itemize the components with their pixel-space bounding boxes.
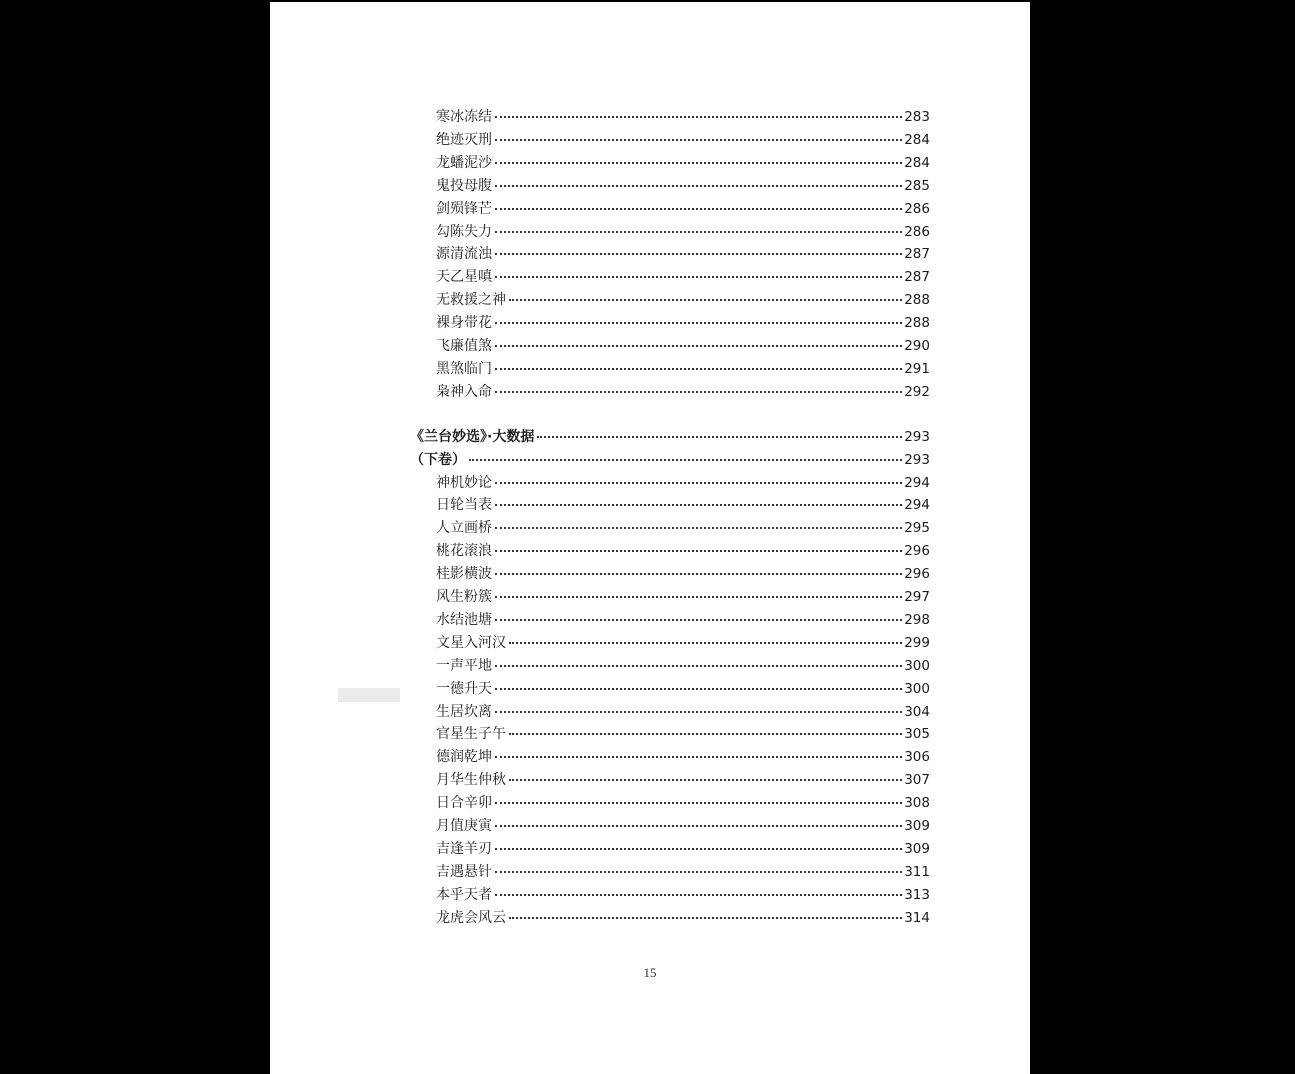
toc-dot-leader [509, 732, 902, 735]
toc-entry [436, 563, 930, 585]
toc-entry-page: 309 [904, 840, 930, 857]
toc-entry [436, 838, 930, 860]
toc-entry-title: 龙蟠泥沙 [436, 154, 492, 171]
toc-dot-leader [509, 778, 902, 781]
toc-entry-title: 一德升天 [436, 680, 492, 697]
toc-dot-leader [495, 184, 902, 187]
toc-entry-title: 本乎天者 [436, 886, 492, 903]
toc-entry-title: 德润乾坤 [436, 749, 492, 766]
toc-entry-title: 绝迹灭刑 [436, 131, 492, 148]
toc-entry [436, 358, 930, 380]
toc-entry-page: 296 [904, 543, 930, 560]
toc-entry [436, 609, 930, 631]
toc-dot-leader [495, 367, 902, 370]
toc-entry [436, 678, 930, 700]
toc-dot-leader [469, 458, 902, 461]
toc-entry-title: 月华生仲秋 [436, 772, 506, 789]
toc-dot-leader [495, 252, 902, 255]
toc-dot-leader [495, 115, 902, 118]
toc-entry-title: 风生粉簇 [436, 589, 492, 605]
toc-entry-title: 龙虎会风云 [436, 909, 506, 926]
toc-entry-title: 鬼投母腹 [436, 177, 492, 194]
toc-entry-title: 黑煞临门 [436, 360, 492, 377]
toc-entry-title: 吉遇悬针 [436, 863, 492, 880]
toc-entry [436, 312, 930, 334]
toc-entry-title: 桃花滚浪 [436, 543, 492, 560]
toc-entry-page: 296 [904, 566, 930, 583]
toc-entry-page: 286 [904, 223, 930, 240]
toc-dot-leader [495, 481, 902, 484]
toc-entry-title: 一声平地 [436, 657, 492, 674]
toc-entry-title: 月值庚寅 [436, 818, 492, 834]
toc-entry-page: 288 [904, 315, 930, 332]
toc-entry [436, 792, 930, 814]
toc-dot-leader [495, 321, 902, 324]
toc-entry-title: （下卷） [410, 451, 466, 468]
scan-smudge [338, 688, 400, 702]
toc-entry-page: 284 [904, 154, 930, 171]
toc-dot-leader [495, 549, 902, 552]
toc-entry-title: 寒冰冻结 [436, 109, 492, 125]
toc-entry-page: 308 [904, 795, 930, 812]
toc-entry [436, 494, 930, 516]
toc-entry [436, 540, 930, 562]
document-page [270, 2, 1030, 1074]
toc-entry [436, 907, 930, 929]
toc-entry-title: 日合辛卯 [436, 795, 492, 812]
toc-entry-title: 天乙星嗔 [436, 269, 492, 286]
toc-dot-leader [495, 572, 902, 575]
toc-entry-page: 300 [904, 680, 930, 697]
toc-entry-title: 吉逢羊刃 [436, 840, 492, 857]
toc-entry [436, 243, 930, 265]
toc-dot-leader [495, 207, 902, 210]
toc-entry-page: 292 [904, 383, 930, 400]
toc-dot-leader [495, 138, 902, 141]
toc-entry [436, 129, 930, 151]
toc-entry [436, 655, 930, 677]
toc-dot-leader [495, 618, 902, 621]
toc-entry [436, 517, 930, 539]
toc-dot-leader [509, 298, 902, 301]
toc-entry-page: 294 [904, 474, 930, 491]
toc-dot-leader [537, 435, 902, 438]
toc-entry [436, 815, 930, 837]
toc-entry-page: 313 [904, 886, 930, 903]
toc-entry [436, 701, 930, 723]
toc-dot-leader [509, 641, 902, 644]
page-number: 15 [643, 965, 657, 980]
toc-dot-leader [495, 687, 902, 690]
toc-entry-page: 285 [904, 177, 930, 194]
toc-entry [436, 723, 930, 745]
toc-section-heading [410, 449, 930, 471]
toc-entry-title: 无救援之神 [436, 292, 506, 309]
toc-dot-leader [495, 710, 902, 713]
toc-dot-leader [495, 275, 902, 278]
toc-dot-leader [495, 161, 902, 164]
toc-entry-title: 官星生子午 [436, 726, 506, 743]
toc-entry-page: 286 [904, 200, 930, 217]
toc-entry-page: 294 [904, 497, 930, 514]
toc-entry-page: 309 [904, 818, 930, 834]
toc-entry [436, 335, 930, 357]
toc-entry [436, 175, 930, 197]
toc-dot-leader [495, 526, 902, 529]
toc-entry-title: 剑殒锋芒 [436, 200, 492, 217]
toc-entry-page: 305 [904, 726, 930, 743]
toc-entry [436, 861, 930, 883]
toc-entry-title: 文星入河汉 [436, 634, 506, 651]
toc-entry [436, 381, 930, 403]
toc-dot-leader [495, 893, 902, 896]
toc-entry-page: 306 [904, 749, 930, 766]
toc-entry-title: 裸身带花 [436, 315, 492, 332]
toc-entry [436, 586, 930, 608]
toc-entry-page: 307 [904, 772, 930, 789]
toc-entry [436, 884, 930, 906]
toc-entry-page: 288 [904, 292, 930, 309]
toc-entry-page: 293 [904, 428, 930, 445]
toc-entry-page: 283 [904, 109, 930, 125]
toc-entry-page: 287 [904, 246, 930, 263]
toc-entry-title: 勾陈失力 [436, 223, 492, 240]
toc-entry-title: 水结池塘 [436, 611, 492, 628]
toc-entry-page: 299 [904, 634, 930, 651]
toc-dot-leader [495, 390, 902, 393]
toc-entry-page: 293 [904, 451, 930, 468]
toc-dot-leader [495, 824, 902, 827]
toc-dot-leader [495, 344, 902, 347]
toc-dot-leader [495, 230, 902, 233]
toc-entry [436, 632, 930, 654]
toc-dot-leader [495, 595, 902, 598]
toc-entry-title: 枭神入命 [436, 383, 492, 400]
toc-entry-page: 290 [904, 338, 930, 354]
toc-entry-title: 《兰台妙选》·大数据 [410, 428, 535, 445]
toc-entry-title: 人立画桥 [436, 520, 492, 537]
toc-entry-page: 314 [904, 909, 930, 926]
toc-entry-page: 300 [904, 657, 930, 674]
toc-entry-page: 284 [904, 131, 930, 148]
toc-section-heading [410, 426, 930, 448]
toc-dot-leader [495, 847, 902, 850]
toc-entry [436, 289, 930, 311]
toc-entry [436, 266, 930, 288]
toc-entry-title: 源清流浊 [436, 246, 492, 263]
toc-entry-title: 生居坎离 [436, 703, 492, 720]
toc-dot-leader [495, 801, 902, 804]
toc-entry [436, 106, 930, 128]
toc-entry [436, 769, 930, 791]
toc-dot-leader [495, 503, 902, 506]
toc-entry-page: 287 [904, 269, 930, 286]
toc-entry-page: 297 [904, 589, 930, 605]
toc-entry [436, 221, 930, 243]
toc-entry-page: 295 [904, 520, 930, 537]
toc-dot-leader [495, 755, 902, 758]
toc-entry-page: 311 [904, 863, 930, 880]
toc-entry [436, 152, 930, 174]
toc-entry-title: 神机妙论 [436, 474, 492, 491]
toc-entry [436, 746, 930, 768]
toc-entry-title: 桂影横波 [436, 566, 492, 583]
toc-entry [436, 198, 930, 220]
toc-entry-page: 298 [904, 611, 930, 628]
toc-entry-title: 飞廉值煞 [436, 338, 492, 354]
toc-entry-title: 日轮当表 [436, 497, 492, 514]
toc-entry-page: 304 [904, 703, 930, 720]
toc-dot-leader [495, 664, 902, 667]
toc-dot-leader [495, 870, 902, 873]
toc-entry [436, 472, 930, 494]
toc-dot-leader [509, 916, 902, 919]
toc-entry-page: 291 [904, 360, 930, 377]
